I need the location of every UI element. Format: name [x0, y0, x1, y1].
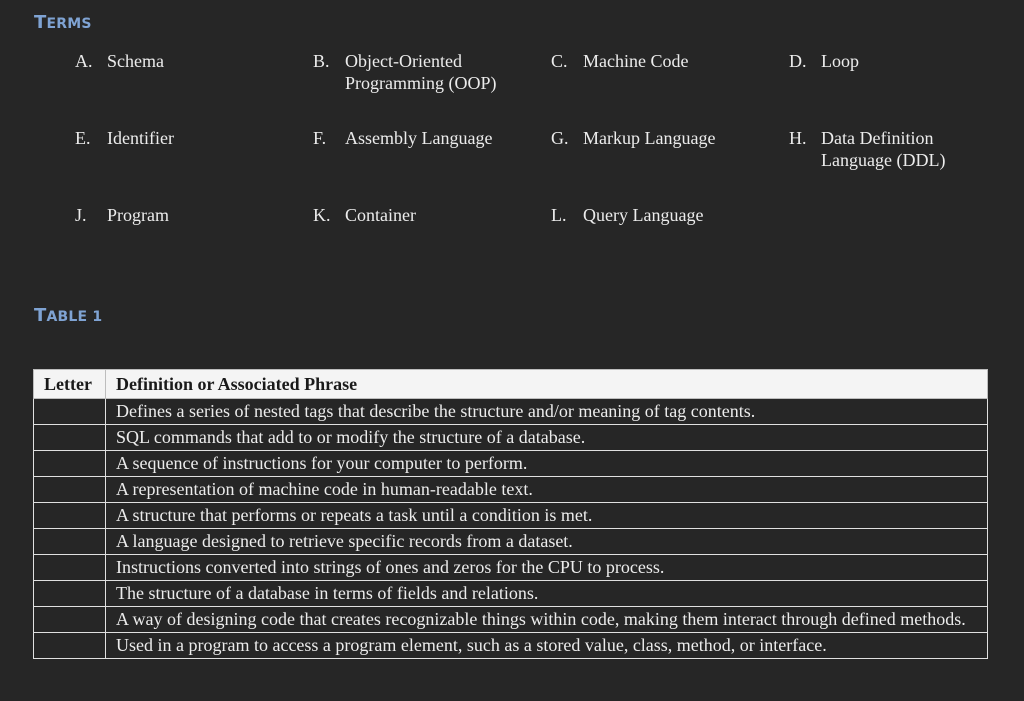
terms-heading-rest: ERMS: [46, 16, 92, 32]
term-letter: G.: [551, 128, 569, 148]
term-name: Assembly Language: [345, 128, 493, 148]
term-name: Loop: [821, 51, 859, 71]
term-item: [75, 204, 313, 281]
term-name: Data Definition Language (DDL): [821, 128, 946, 170]
definition-cell: Used in a program to access a program element, such as a stored value, class, method, or interface.: [106, 633, 988, 659]
term-letter: H.: [789, 128, 807, 148]
term-item: [551, 50, 789, 127]
term-name: Markup Language: [583, 128, 716, 148]
term-item: [789, 50, 995, 127]
letter-answer-cell[interactable]: [34, 581, 106, 607]
definition-cell: The structure of a database in terms of fields and relations.: [106, 581, 988, 607]
table-row: [34, 477, 988, 503]
definition-cell: A representation of machine code in human-readable text.: [106, 477, 988, 503]
table-row: [34, 633, 988, 659]
term-item: [551, 127, 789, 204]
term-name: Machine Code: [583, 51, 689, 71]
table-header-row: [34, 370, 988, 399]
table-row: [34, 503, 988, 529]
term-letter: C.: [551, 51, 568, 71]
terms-grid: [75, 50, 995, 281]
term-letter: L.: [551, 205, 567, 225]
letter-answer-cell[interactable]: [34, 607, 106, 633]
term-name: Object-Oriented Programming (OOP): [345, 51, 497, 93]
term-name: Program: [107, 205, 169, 225]
letter-column-header: Letter: [34, 370, 106, 399]
terms-heading-initial: T: [34, 12, 47, 33]
term-name: Identifier: [107, 128, 174, 148]
table-heading-rest: ABLE 1: [46, 309, 103, 325]
term-item: [75, 127, 313, 204]
term-item: [313, 127, 551, 204]
definition-cell: A way of designing code that creates recognizable things within code, making them interact through defined methods.: [106, 607, 988, 633]
letter-answer-cell[interactable]: [34, 555, 106, 581]
letter-answer-cell[interactable]: [34, 529, 106, 555]
definitions-table: [33, 369, 988, 659]
table-row: [34, 607, 988, 633]
table-heading-initial: T: [34, 305, 47, 326]
definition-cell: A language designed to retrieve specific records from a dataset.: [106, 529, 988, 555]
table-row: [34, 399, 988, 425]
letter-answer-cell[interactable]: [34, 399, 106, 425]
term-letter: B.: [313, 51, 330, 71]
definition-cell: Instructions converted into strings of ones and zeros for the CPU to process.: [106, 555, 988, 581]
letter-answer-cell[interactable]: [34, 425, 106, 451]
term-item: [551, 204, 789, 281]
term-letter: E.: [75, 128, 91, 148]
table-heading: [34, 299, 102, 327]
table-row: [34, 425, 988, 451]
term-letter: F.: [313, 128, 327, 148]
term-letter: J.: [75, 205, 87, 225]
definition-cell: A structure that performs or repeats a task until a condition is met.: [106, 503, 988, 529]
term-item: [75, 50, 313, 127]
term-item: [313, 204, 551, 281]
definition-column-header: Definition or Associated Phrase: [106, 370, 988, 399]
table-row: [34, 451, 988, 477]
table-row: [34, 555, 988, 581]
letter-answer-cell[interactable]: [34, 477, 106, 503]
table-row: [34, 581, 988, 607]
table-row: [34, 529, 988, 555]
letter-answer-cell[interactable]: [34, 633, 106, 659]
term-item: [313, 50, 551, 127]
definition-cell: Defines a series of nested tags that describe the structure and/or meaning of tag contents.: [106, 399, 988, 425]
terms-heading: [34, 6, 92, 34]
term-name: Container: [345, 205, 416, 225]
term-letter: A.: [75, 51, 93, 71]
term-item: [789, 127, 995, 204]
definition-cell: SQL commands that add to or modify the structure of a database.: [106, 425, 988, 451]
term-name: Schema: [107, 51, 164, 71]
term-name: Query Language: [583, 205, 704, 225]
term-letter: D.: [789, 51, 807, 71]
letter-answer-cell[interactable]: [34, 451, 106, 477]
letter-answer-cell[interactable]: [34, 503, 106, 529]
definition-cell: A sequence of instructions for your computer to perform.: [106, 451, 988, 477]
term-letter: K.: [313, 205, 331, 225]
